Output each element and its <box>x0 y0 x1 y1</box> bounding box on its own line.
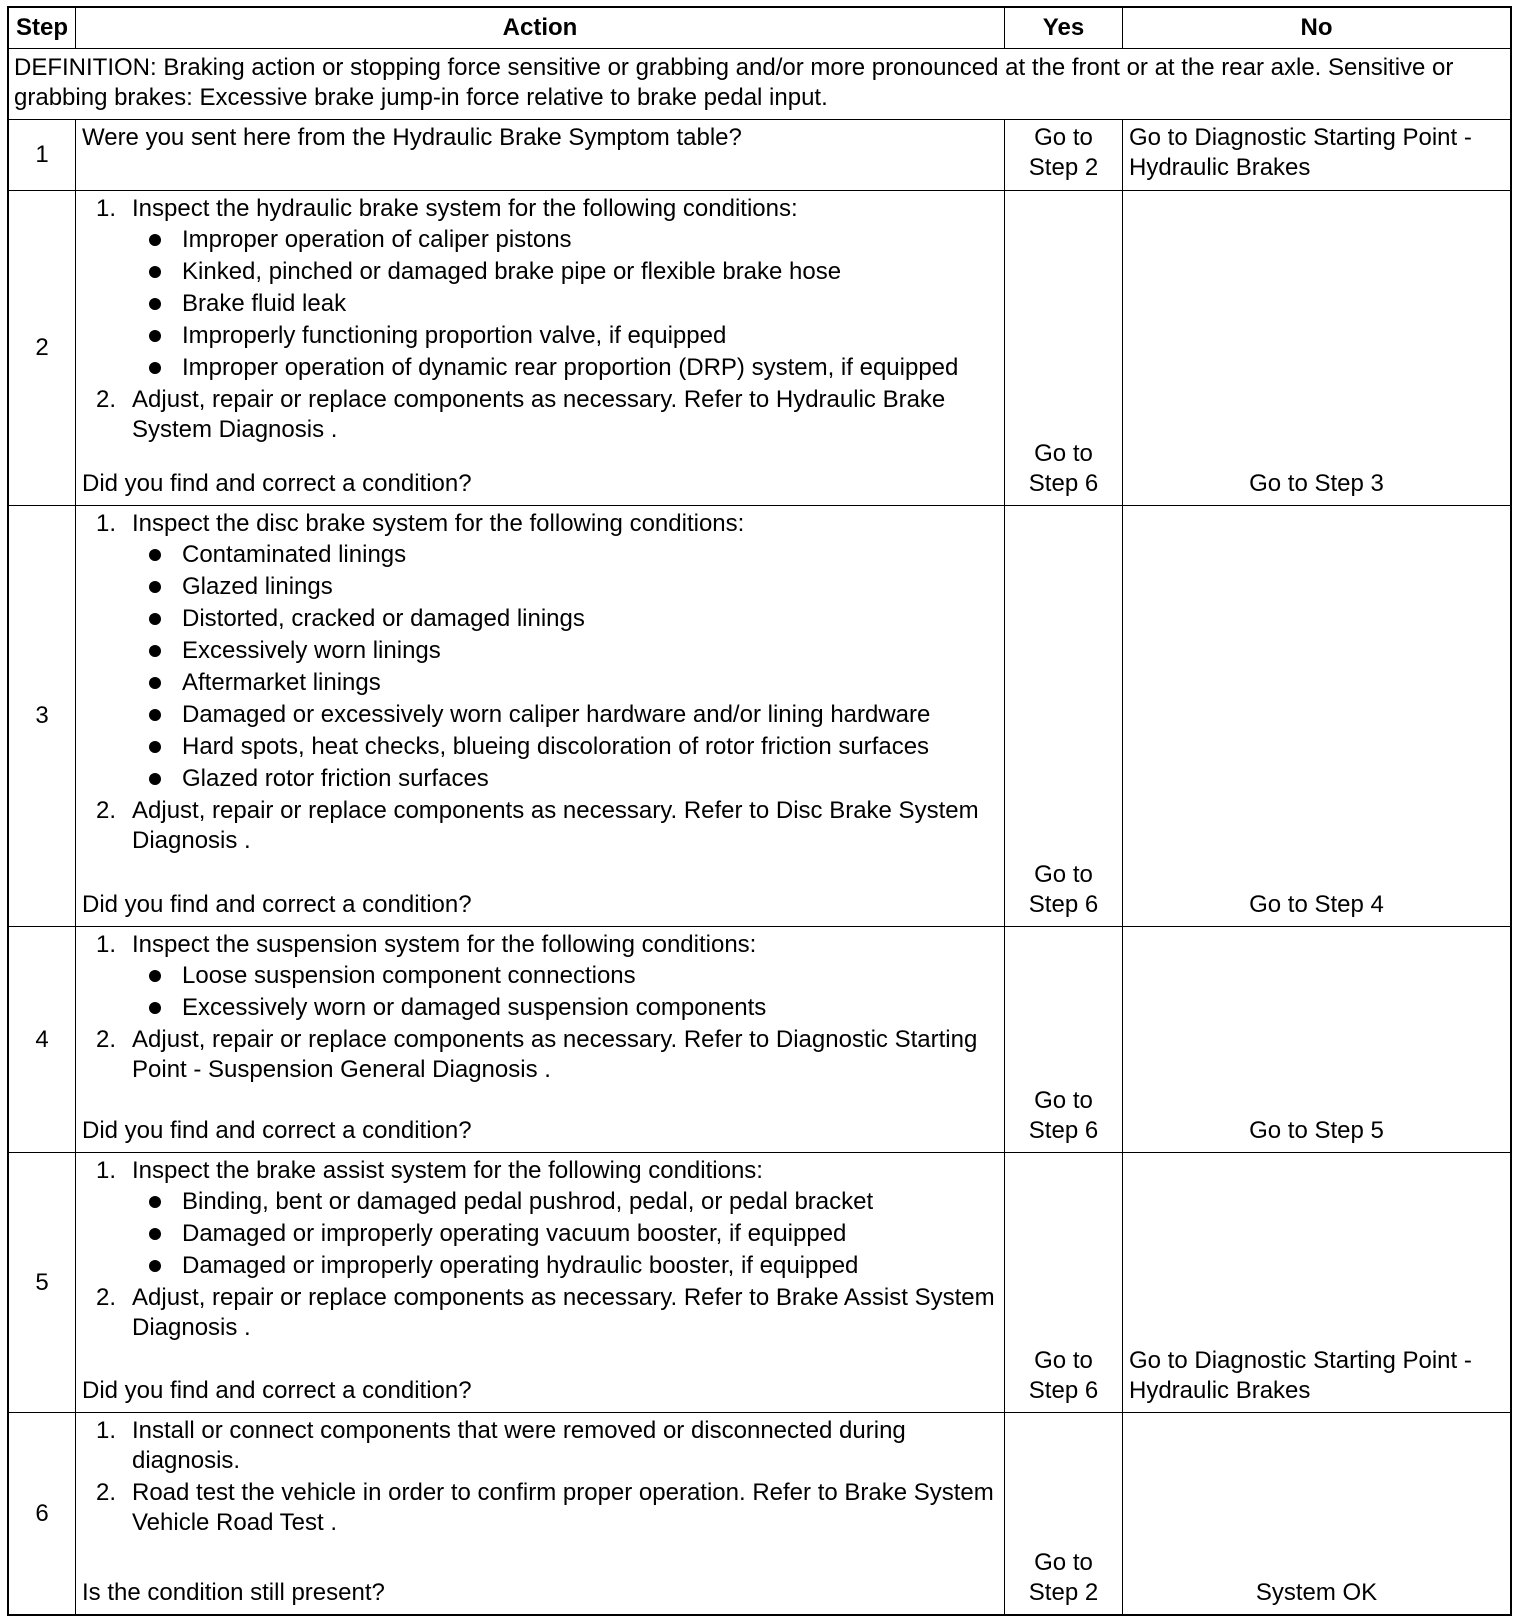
condition-bullet: Glazed linings <box>82 572 998 602</box>
condition-bullet: Damaged or excessively worn caliper hardware and/or lining hardware <box>82 700 998 730</box>
action-cell <box>76 191 1005 505</box>
item-number: 2. <box>96 1026 117 1053</box>
definition-row <box>9 49 1510 120</box>
header-row <box>9 8 1510 49</box>
condition-bullet: Improper operation of dynamic rear proportion (DRP) system, if equipped <box>82 353 998 383</box>
item-number: 2. <box>96 1284 117 1311</box>
no-link-line[interactable]: Go to Diagnostic Starting Point - <box>1129 1347 1472 1374</box>
yes-cell <box>1005 191 1123 505</box>
no-cell <box>1123 506 1510 926</box>
action-cell <box>76 120 1005 190</box>
diagnostic-table <box>7 6 1512 1616</box>
yes-cell <box>1005 120 1123 190</box>
item-number: 2. <box>96 1479 117 1506</box>
header-yes: Yes <box>1005 8 1123 48</box>
action-item <box>82 194 998 224</box>
condition-bullet: Binding, bent or damaged pedal pushrod, pedal, or pedal bracket <box>82 1187 998 1217</box>
no-link[interactable]: Go to Step 4 <box>1249 891 1384 918</box>
yes-link-line[interactable]: Step 6 <box>1028 1377 1099 1404</box>
definition-text: DEFINITION: Braking action or stopping force sensitive or grabbing and/or more pronounced at the front or at the rear axle. Sensitive or grabbing brakes: Excessive brake jump-in force relative to brake pedal input. <box>14 54 1454 111</box>
header-step: Step <box>9 8 76 48</box>
step-number: 5 <box>9 1153 76 1412</box>
item-number: 2. <box>96 386 117 413</box>
step-number: 4 <box>9 927 76 1152</box>
item-text: Adjust, repair or replace components as necessary. Refer to Disc Brake System Diagnosis . <box>132 797 979 854</box>
action-cell <box>76 927 1005 1152</box>
step-question: Did you find and correct a condition? <box>82 891 472 918</box>
step-number: 6 <box>9 1413 76 1614</box>
step-row-2 <box>9 191 1510 506</box>
action-cell <box>76 1413 1005 1614</box>
no-link[interactable]: Go to Step 5 <box>1249 1117 1384 1144</box>
condition-bullet: Contaminated linings <box>82 540 998 570</box>
action-item <box>82 1478 998 1538</box>
action-item <box>82 1416 998 1476</box>
item-text: Road test the vehicle in order to confirm proper operation. Refer to Brake System Vehicle Road Test . <box>132 1479 994 1536</box>
condition-bullet: Hard spots, heat checks, blueing discoloration of rotor friction surfaces <box>82 732 998 762</box>
item-number: 1. <box>96 510 117 537</box>
action-item <box>82 385 998 445</box>
item-number: 1. <box>96 1157 117 1184</box>
action-item <box>82 1283 998 1343</box>
item-number: 2. <box>96 797 117 824</box>
no-link-line[interactable]: Go to Diagnostic Starting Point - <box>1129 124 1472 151</box>
condition-bullet: Improperly functioning proportion valve, if equipped <box>82 321 998 351</box>
action-cell <box>76 1153 1005 1412</box>
condition-bullet: Brake fluid leak <box>82 289 998 319</box>
condition-bullet: Kinked, pinched or damaged brake pipe or flexible brake hose <box>82 257 998 287</box>
no-cell <box>1123 120 1510 190</box>
step-number: 3 <box>9 506 76 926</box>
no-cell <box>1123 191 1510 505</box>
item-text: Inspect the brake assist system for the following conditions: <box>132 1157 763 1184</box>
yes-link-line[interactable]: Go to <box>1034 1087 1093 1114</box>
item-text: Install or connect components that were removed or disconnected during diagnosis. <box>132 1417 906 1474</box>
yes-link-line[interactable]: Go to <box>1034 861 1093 888</box>
no-link-line[interactable]: Hydraulic Brakes <box>1129 1377 1311 1404</box>
step-number: 2 <box>9 191 76 505</box>
condition-bullet: Aftermarket linings <box>82 668 998 698</box>
no-cell <box>1123 1153 1510 1412</box>
yes-cell <box>1005 506 1123 926</box>
no-cell <box>1123 1413 1510 1614</box>
condition-bullet: Damaged or improperly operating hydraulic booster, if equipped <box>82 1251 998 1281</box>
condition-bullet: Distorted, cracked or damaged linings <box>82 604 998 634</box>
item-text: Adjust, repair or replace components as necessary. Refer to Brake Assist System Diagnosis . <box>132 1284 995 1341</box>
item-text: Inspect the disc brake system for the following conditions: <box>132 510 745 537</box>
no-link[interactable]: System OK <box>1255 1579 1378 1606</box>
yes-link-line[interactable]: Go to <box>1034 1347 1093 1374</box>
step-question: Did you find and correct a condition? <box>82 1117 472 1144</box>
step-row-3 <box>9 506 1510 927</box>
action-item <box>82 796 998 856</box>
condition-bullet: Glazed rotor friction surfaces <box>82 764 998 794</box>
item-text: Adjust, repair or replace components as necessary. Refer to Diagnostic Starting Point - Suspension General Diagnosis . <box>132 1026 978 1083</box>
condition-bullet: Excessively worn linings <box>82 636 998 666</box>
action-cell <box>76 506 1005 926</box>
step-row-1 <box>9 120 1510 191</box>
condition-bullet: Excessively worn or damaged suspension components <box>82 993 998 1023</box>
step-question: Is the condition still present? <box>82 1579 385 1606</box>
step-row-5 <box>9 1153 1510 1413</box>
step-question: Did you find and correct a condition? <box>82 470 472 497</box>
yes-link-line[interactable]: Step 6 <box>1028 1117 1099 1144</box>
yes-link-line[interactable]: Go to <box>1034 124 1093 151</box>
yes-cell <box>1005 1153 1123 1412</box>
yes-cell <box>1005 1413 1123 1614</box>
header-no: No <box>1300 14 1333 41</box>
yes-cell <box>1005 927 1123 1152</box>
yes-link-line[interactable]: Step 6 <box>1028 891 1099 918</box>
item-text: Inspect the suspension system for the following conditions: <box>132 931 757 958</box>
header-action: Action <box>76 8 1005 48</box>
action-item <box>82 509 998 539</box>
step-question: Did you find and correct a condition? <box>82 1377 472 1404</box>
condition-bullet: Loose suspension component connections <box>82 961 998 991</box>
item-number: 1. <box>96 195 117 222</box>
yes-link-line[interactable]: Step 2 <box>1028 1579 1099 1606</box>
no-link-line[interactable]: Hydraulic Brakes <box>1129 154 1311 181</box>
condition-bullet: Improper operation of caliper pistons <box>82 225 998 255</box>
yes-link-line[interactable]: Go to <box>1034 440 1093 467</box>
item-text: Adjust, repair or replace components as necessary. Refer to Hydraulic Brake System Diagnosis . <box>132 386 946 443</box>
yes-link-line[interactable]: Step 6 <box>1028 470 1099 497</box>
step-number: 1 <box>9 120 76 190</box>
item-number: 1. <box>96 1417 117 1444</box>
no-link[interactable]: Go to Step 3 <box>1249 470 1384 497</box>
yes-link-line[interactable]: Step 2 <box>1028 154 1099 181</box>
step-question: Were you sent here from the Hydraulic Brake Symptom table? <box>82 124 742 151</box>
item-number: 1. <box>96 931 117 958</box>
step-row-6 <box>9 1413 1510 1614</box>
condition-bullet: Damaged or improperly operating vacuum booster, if equipped <box>82 1219 998 1249</box>
action-item <box>82 1156 998 1186</box>
yes-link-line[interactable]: Go to <box>1034 1549 1093 1576</box>
item-text: Inspect the hydraulic brake system for the following conditions: <box>132 195 798 222</box>
action-item <box>82 930 998 960</box>
step-row-4 <box>9 927 1510 1153</box>
no-cell <box>1123 927 1510 1152</box>
action-item <box>82 1025 998 1085</box>
